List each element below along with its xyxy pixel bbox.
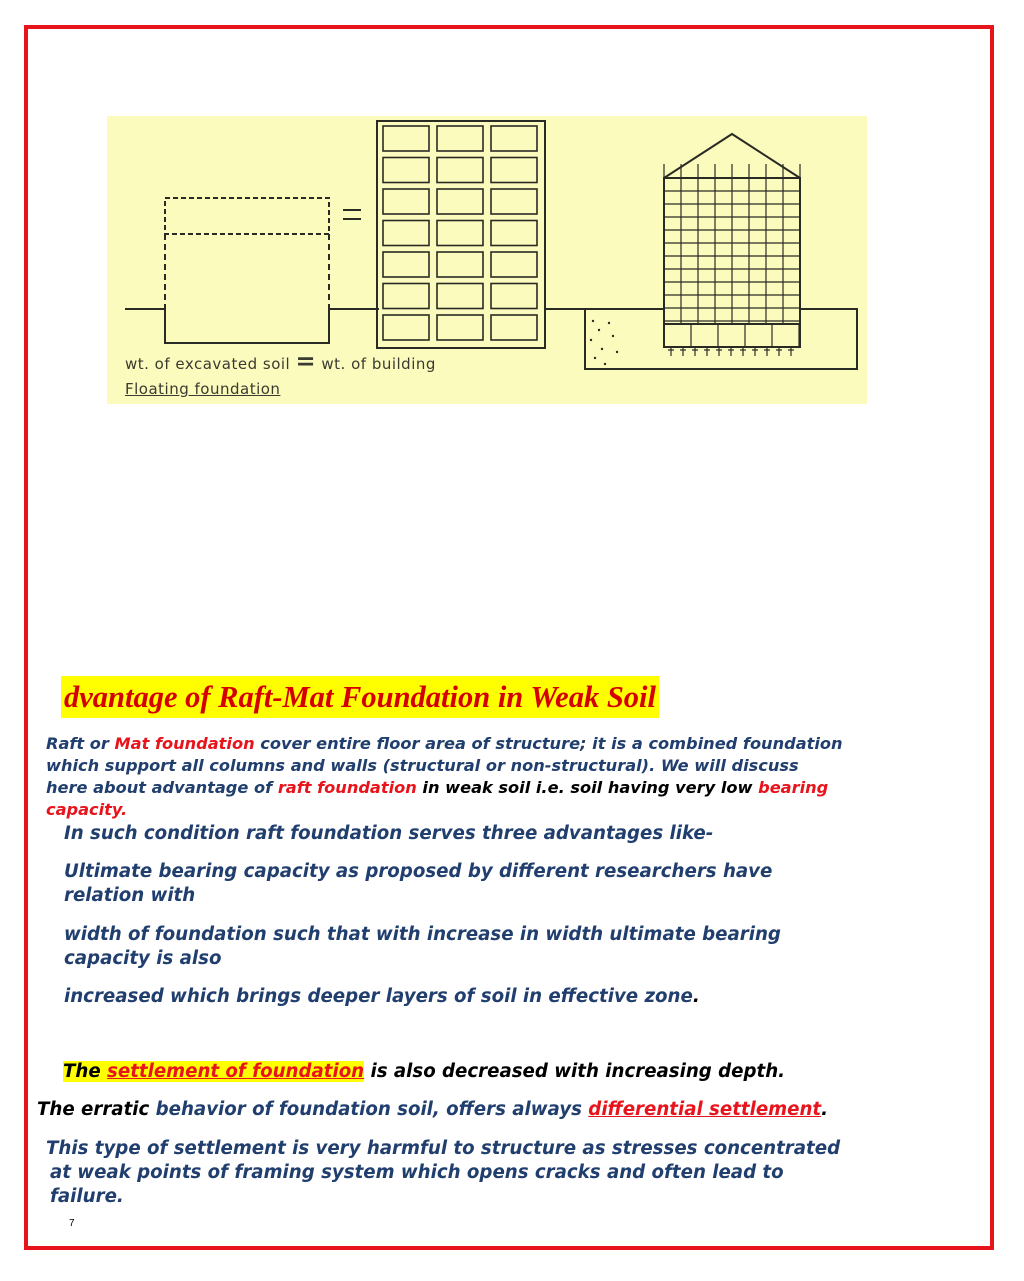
caption-line1 bbox=[125, 347, 436, 375]
excavation-outline bbox=[125, 309, 379, 343]
caption-excavated-soil: wt. of excavated soil bbox=[125, 355, 291, 373]
body-erratic-behavior: The erratic behavior of foundation soil, offers always differential settlement. bbox=[37, 1099, 829, 1120]
body-deeper-layers: increased which brings deeper layers of soil in effective zone. bbox=[64, 986, 700, 1007]
body-settlement: The settlement of foundation is also decreased with increasing depth. bbox=[63, 1061, 786, 1082]
body-harmful-line-2: at weak points of framing system which opens cracks and often lead to bbox=[50, 1162, 784, 1183]
intro-line-3: here about advantage of raft foundation in weak soil i.e. soil having very low bearing bbox=[46, 778, 829, 797]
caption-building-weight: wt. of building bbox=[321, 355, 436, 373]
caption-equals: = bbox=[295, 347, 317, 375]
body-width-line-2: capacity is also bbox=[64, 948, 222, 969]
intro-line-1: Raft or Mat foundation cover entire floor area of structure; it is a combined foundation bbox=[46, 734, 843, 753]
right-ground bbox=[585, 309, 857, 369]
body-advantages-intro: In such condition raft foundation serves three advantages like- bbox=[64, 823, 714, 844]
building-outline bbox=[377, 121, 545, 348]
caption-floating-foundation: Floating foundation bbox=[125, 380, 281, 398]
body-harmful-line-1: This type of settlement is very harmful to structure as stresses concentrated bbox=[46, 1138, 841, 1159]
body-harmful-line-3: failure. bbox=[50, 1186, 124, 1207]
soil-block-top bbox=[165, 198, 329, 234]
body-bearing-line-2: relation with bbox=[64, 885, 196, 906]
intro-line-4: capacity. bbox=[46, 800, 128, 819]
body-bearing-line-1: Ultimate bearing capacity as proposed by different researchers have bbox=[64, 861, 773, 882]
intro-line-2: which support all columns and walls (structural or non-structural). We will discuss bbox=[46, 756, 799, 775]
body-width-line-1: width of foundation such that with increase in width ultimate bearing bbox=[64, 924, 781, 945]
page-number: 7 bbox=[69, 1218, 75, 1229]
section-heading: dvantage of Raft-Mat Foundation in Weak Soil bbox=[61, 676, 659, 718]
floating-foundation-figure bbox=[107, 116, 867, 404]
raft-slab bbox=[664, 324, 800, 347]
